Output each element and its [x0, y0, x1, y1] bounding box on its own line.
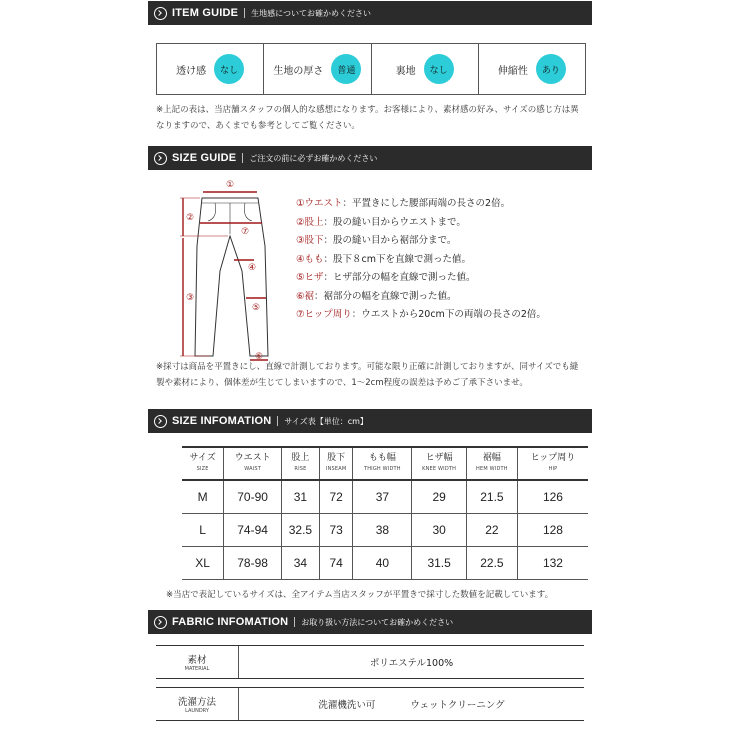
chevron-right-icon [154, 7, 167, 20]
marker-hip: ⑦ [240, 227, 250, 237]
table-cell: 31 [281, 480, 319, 514]
marker-rise: ② [185, 213, 195, 223]
laundry-wet-cleaning: ウェットクリーニング [410, 700, 505, 711]
table-cell: 31.5 [412, 547, 467, 580]
legend-item: ②股上：股の縫い目からウエストまで。 [296, 216, 466, 228]
table-cell: 30 [412, 514, 467, 547]
marker-knee: ⑤ [251, 303, 261, 313]
legend-item: ③股下：股の縫い目から裾部分まで。 [296, 235, 457, 246]
section-subtitle: ご注文の前に必ずお確かめください [249, 153, 378, 163]
guide-label: 生地の厚さ [273, 65, 324, 77]
chevron-right-icon [154, 152, 167, 165]
table-row [182, 514, 588, 547]
column-header: 裾幅 HEM WIDTH [466, 447, 517, 480]
divider [242, 153, 243, 163]
laundry-values [239, 697, 584, 711]
size-table-header-row [182, 447, 588, 480]
table-cell: 126 [517, 480, 588, 514]
table-cell: 34 [281, 547, 319, 580]
divider [277, 416, 278, 426]
section-subtitle: お取り扱い方法についてお確かめください [301, 617, 454, 627]
table-cell: 70-90 [224, 480, 282, 514]
table-cell: 38 [353, 514, 412, 547]
column-header: 股上 RISE [281, 447, 319, 480]
table-cell: 74 [319, 547, 352, 580]
laundry-row [156, 687, 584, 721]
guide-badge: なし [214, 54, 244, 84]
table-cell: 128 [517, 514, 588, 547]
fabric-info-header [148, 610, 592, 634]
column-header: ヒップ周り HIP [517, 447, 588, 480]
table-cell: XL [182, 547, 224, 580]
table-cell: 22 [466, 514, 517, 547]
table-cell: 73 [319, 514, 352, 547]
column-header: ウエスト WAIST [224, 447, 282, 480]
table-cell: 37 [353, 480, 412, 514]
section-subtitle: サイズ表【単位：cm】 [284, 416, 368, 426]
table-cell: 21.5 [466, 480, 517, 514]
legend-item: ①ウエスト：平置きにした腰部両端の長さの2倍。 [296, 198, 511, 209]
marker-thigh: ④ [247, 263, 257, 273]
chevron-right-icon [154, 616, 167, 629]
marker-inseam: ③ [185, 293, 195, 303]
marker-waist: ① [225, 180, 235, 190]
section-subtitle: 生地感についてお確かめください [251, 8, 372, 18]
section-title: FABRIC INFOMATION [172, 616, 289, 628]
table-cell: 132 [517, 547, 588, 580]
size-info-header [148, 409, 592, 433]
table-cell: 78-98 [224, 547, 282, 580]
size-info-note: ※当店で表記しているサイズは、全アイテム当店スタッフが平置きで採寸した数値を記載しています。 [166, 590, 554, 600]
material-value: ポリエステル100% [369, 658, 454, 669]
column-header: ヒザ幅 KNEE WIDTH [412, 447, 467, 480]
legend-item: ⑤ヒザ：ヒザ部分の幅を直線で測った値。 [296, 272, 476, 283]
section-title: SIZE GUIDE [172, 152, 237, 164]
laundry-machine-wash: 洗濯機洗い可 [318, 700, 376, 711]
size-guide-note: ※採寸は商品を平置きにし、直線で計測しております。可能な限り正確に計測しておりますが、同サイズでも縫製や素材により、個体差が生じてしまいますので、1〜2cm程度の誤差は予めご了承下さいませ。 [156, 362, 579, 388]
legend-item: ④もも：股下８cm下を直線で測った値。 [296, 253, 472, 265]
guide-cell-transparency [157, 44, 264, 94]
material-row [156, 645, 584, 679]
column-header: サイズ SIZE [189, 452, 216, 472]
guide-label: 透け感 [176, 65, 207, 77]
laundry-header: 洗濯方法 LAUNDRY [156, 688, 239, 720]
guide-label: 裏地 [395, 65, 416, 77]
table-cell: 22.5 [466, 547, 517, 580]
guide-cell-lining [372, 44, 479, 94]
table-cell: 29 [412, 480, 467, 514]
divider [294, 617, 295, 627]
marker-hem: ⑥ [254, 352, 264, 362]
item-guide-table [156, 43, 586, 95]
section-title: SIZE INFOMATION [172, 415, 272, 427]
guide-cell-thickness [264, 44, 371, 94]
material-header: 素材 MATERIAL [156, 646, 239, 678]
guide-badge: なし [424, 54, 454, 84]
table-cell: 72 [319, 480, 352, 514]
item-guide-note: ※上記の表は、当店舗スタッフの個人的な感想になります。お客様により、素材感の好み、サイズの感じ方は異なりますので、あくまでも参考としてご覧ください。 [156, 105, 579, 131]
size-guide-legend [296, 195, 546, 325]
table-cell: 32.5 [281, 514, 319, 547]
divider [244, 8, 245, 18]
size-guide-header [148, 146, 592, 170]
guide-cell-stretch [479, 44, 585, 94]
section-title: ITEM GUIDE [172, 7, 239, 19]
guide-label: 伸縮性 [497, 65, 528, 77]
guide-badge: 普通 [331, 54, 361, 84]
column-header: もも幅 THIGH WIDTH [353, 447, 412, 480]
table-cell: 74-94 [224, 514, 282, 547]
legend-item: ⑥裾：裾部分の幅を直線で測った値。 [296, 290, 457, 302]
item-guide-header [148, 1, 592, 25]
pants-diagram [170, 176, 290, 366]
table-cell: 40 [353, 547, 412, 580]
pants-outline [195, 198, 268, 356]
table-cell: L [182, 514, 224, 547]
table-row [182, 480, 588, 514]
column-header: 股下 INSEAM [319, 447, 352, 480]
table-row [182, 547, 588, 580]
guide-badge: あり [536, 54, 566, 84]
table-cell: M [182, 480, 224, 514]
size-table [182, 446, 588, 580]
legend-item: ⑦ヒップ周り：ウエストから20cm下の両端の長さの2倍。 [296, 309, 546, 320]
chevron-right-icon [154, 415, 167, 428]
